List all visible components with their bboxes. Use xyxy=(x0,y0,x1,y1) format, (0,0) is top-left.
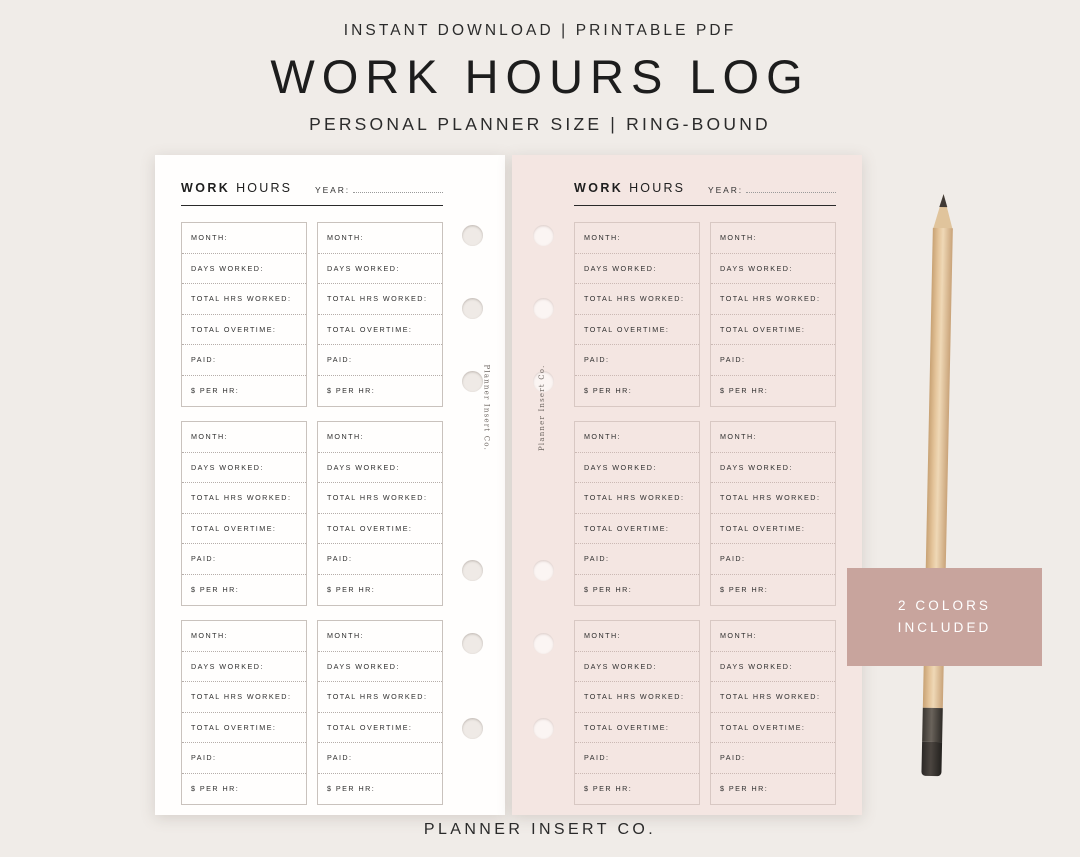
field-paid[interactable]: PAID: xyxy=(182,345,306,376)
field-paid[interactable]: PAID: xyxy=(318,345,442,376)
left-ring-holes xyxy=(453,155,493,815)
badge-line-1: 2 COLORS xyxy=(897,597,992,613)
left-page-content xyxy=(181,181,443,799)
field-total-overtime[interactable]: TOTAL OVERTIME: xyxy=(711,315,835,346)
ring-hole-icon xyxy=(533,298,554,319)
month-card xyxy=(574,421,700,606)
field-paid[interactable]: PAID: xyxy=(318,544,442,575)
ring-hole-icon xyxy=(462,560,483,581)
field-total-overtime[interactable]: TOTAL OVERTIME: xyxy=(575,514,699,545)
field-month[interactable]: MONTH: xyxy=(711,422,835,453)
month-card xyxy=(710,620,836,805)
field-total-overtime[interactable]: TOTAL OVERTIME: xyxy=(711,713,835,744)
field-total-overtime[interactable]: TOTAL OVERTIME: xyxy=(575,713,699,744)
ring-hole-icon xyxy=(533,225,554,246)
field-per-hr[interactable]: $ PER HR: xyxy=(720,585,769,595)
field-total-overtime[interactable]: TOTAL OVERTIME: xyxy=(182,713,306,744)
pencil-lead xyxy=(939,194,947,207)
field-total-hrs-worked[interactable]: TOTAL HRS WORKED: xyxy=(575,483,699,514)
field-month[interactable]: MONTH: xyxy=(575,422,699,453)
header xyxy=(0,0,1080,135)
month-card xyxy=(181,421,307,606)
month-card xyxy=(181,222,307,407)
field-per-hr[interactable]: $ PER HR: xyxy=(584,784,633,794)
field-days-worked[interactable]: DAYS WORKED: xyxy=(182,652,306,683)
right-page-vertical-brand: Planner Insert Co. xyxy=(538,364,546,451)
field-paid[interactable]: PAID: xyxy=(182,743,306,774)
month-card xyxy=(710,222,836,407)
field-total-overtime[interactable]: TOTAL OVERTIME: xyxy=(575,315,699,346)
field-total-hrs-worked[interactable]: TOTAL HRS WORKED: xyxy=(318,284,442,315)
field-per-hr[interactable]: $ PER HR: xyxy=(584,386,633,396)
right-card-grid xyxy=(574,222,836,805)
ring-hole-icon xyxy=(533,633,554,654)
field-per-hr[interactable]: $ PER HR: xyxy=(191,585,240,595)
field-total-overtime[interactable]: TOTAL OVERTIME: xyxy=(318,514,442,545)
field-total-overtime[interactable]: TOTAL OVERTIME: xyxy=(711,514,835,545)
sheet-header xyxy=(574,181,836,206)
sheet-title-bold: WORK xyxy=(574,181,624,195)
field-per-hr[interactable]: $ PER HR: xyxy=(720,386,769,396)
field-total-overtime[interactable]: TOTAL OVERTIME: xyxy=(182,315,306,346)
month-card xyxy=(317,620,443,805)
field-days-worked[interactable]: DAYS WORKED: xyxy=(575,254,699,285)
field-paid[interactable]: PAID: xyxy=(318,743,442,774)
field-total-overtime[interactable]: TOTAL OVERTIME: xyxy=(182,514,306,545)
pencil-eraser xyxy=(921,742,942,776)
field-month[interactable]: MONTH: xyxy=(318,621,442,652)
field-days-worked[interactable]: DAYS WORKED: xyxy=(711,254,835,285)
year-field[interactable] xyxy=(708,184,836,195)
field-paid[interactable]: PAID: xyxy=(711,743,835,774)
field-total-hrs-worked[interactable]: TOTAL HRS WORKED: xyxy=(575,284,699,315)
right-page-content xyxy=(574,181,836,799)
field-total-overtime[interactable]: TOTAL OVERTIME: xyxy=(318,315,442,346)
left-page xyxy=(155,155,505,815)
header-eyebrow: INSTANT DOWNLOAD | PRINTABLE PDF xyxy=(343,22,737,39)
right-ring-holes xyxy=(524,155,564,815)
ring-hole-icon xyxy=(462,298,483,319)
sheet-title xyxy=(181,181,292,195)
field-paid[interactable]: PAID: xyxy=(575,345,699,376)
field-total-overtime[interactable]: TOTAL OVERTIME: xyxy=(318,713,442,744)
field-paid[interactable]: PAID: xyxy=(182,544,306,575)
year-label: YEAR: xyxy=(315,185,351,195)
field-total-hrs-worked[interactable]: TOTAL HRS WORKED: xyxy=(182,284,306,315)
field-per-hr[interactable]: $ PER HR: xyxy=(327,585,376,595)
month-card xyxy=(317,222,443,407)
ring-hole-icon xyxy=(462,718,483,739)
field-per-hr[interactable]: $ PER HR: xyxy=(327,386,376,396)
month-card xyxy=(574,222,700,407)
field-days-worked[interactable]: DAYS WORKED: xyxy=(182,453,306,484)
page-title: WORK HOURS LOG xyxy=(270,50,810,103)
field-month[interactable]: MONTH: xyxy=(711,621,835,652)
field-month[interactable]: MONTH: xyxy=(182,621,306,652)
field-total-hrs-worked[interactable]: TOTAL HRS WORKED: xyxy=(182,483,306,514)
status-badge xyxy=(847,568,1042,666)
field-total-hrs-worked[interactable]: TOTAL HRS WORKED: xyxy=(318,483,442,514)
field-total-hrs-worked[interactable]: TOTAL HRS WORKED: xyxy=(711,483,835,514)
field-days-worked[interactable]: DAYS WORKED: xyxy=(182,254,306,285)
field-per-hr[interactable]: $ PER HR: xyxy=(720,784,769,794)
year-input-line[interactable] xyxy=(353,184,443,193)
left-card-grid xyxy=(181,222,443,805)
left-page-vertical-brand: Planner Insert Co. xyxy=(483,364,491,451)
field-month[interactable]: MONTH: xyxy=(318,422,442,453)
field-days-worked[interactable]: DAYS WORKED: xyxy=(318,652,442,683)
month-card xyxy=(574,620,700,805)
ring-hole-icon xyxy=(462,225,483,246)
field-total-hrs-worked[interactable]: TOTAL HRS WORKED: xyxy=(182,682,306,713)
pencil-icon xyxy=(919,228,955,788)
ring-hole-icon xyxy=(533,560,554,581)
field-month[interactable]: MONTH: xyxy=(575,621,699,652)
field-total-hrs-worked[interactable]: TOTAL HRS WORKED: xyxy=(575,682,699,713)
pencil-ferrule xyxy=(922,708,943,742)
field-month[interactable]: MONTH: xyxy=(182,223,306,254)
ring-hole-icon xyxy=(462,371,483,392)
month-card xyxy=(710,421,836,606)
badge-line-2: INCLUDED xyxy=(897,620,992,635)
field-per-hr[interactable]: $ PER HR: xyxy=(327,784,376,794)
field-total-hrs-worked[interactable]: TOTAL HRS WORKED: xyxy=(711,682,835,713)
ring-hole-icon xyxy=(533,718,554,739)
field-per-hr[interactable]: $ PER HR: xyxy=(191,386,240,396)
sheet-title-light: HOURS xyxy=(236,181,293,195)
field-paid[interactable]: PAID: xyxy=(711,544,835,575)
field-days-worked[interactable]: DAYS WORKED: xyxy=(318,254,442,285)
field-paid[interactable]: PAID: xyxy=(711,345,835,376)
ring-hole-icon xyxy=(462,633,483,654)
field-month[interactable]: MONTH: xyxy=(318,223,442,254)
month-card xyxy=(317,421,443,606)
month-card xyxy=(181,620,307,805)
field-month[interactable]: MONTH: xyxy=(711,223,835,254)
field-per-hr[interactable]: $ PER HR: xyxy=(191,784,240,794)
field-month[interactable]: MONTH: xyxy=(575,223,699,254)
field-days-worked[interactable]: DAYS WORKED: xyxy=(318,453,442,484)
field-days-worked[interactable]: DAYS WORKED: xyxy=(711,453,835,484)
sheet-title-bold: WORK xyxy=(181,181,231,195)
year-field[interactable] xyxy=(315,184,443,195)
field-per-hr[interactable]: $ PER HR: xyxy=(584,585,633,595)
sheet-header xyxy=(181,181,443,206)
field-total-hrs-worked[interactable]: TOTAL HRS WORKED: xyxy=(318,682,442,713)
year-input-line[interactable] xyxy=(746,184,836,193)
field-total-hrs-worked[interactable]: TOTAL HRS WORKED: xyxy=(711,284,835,315)
field-days-worked[interactable]: DAYS WORKED: xyxy=(711,652,835,683)
header-subtitle: PERSONAL PLANNER SIZE | RING-BOUND xyxy=(309,114,771,134)
field-days-worked[interactable]: DAYS WORKED: xyxy=(575,453,699,484)
footer-brand: PLANNER INSERT CO. xyxy=(423,821,657,838)
sheet-title xyxy=(574,181,685,195)
sheet-title-light: HOURS xyxy=(629,181,686,195)
field-month[interactable]: MONTH: xyxy=(182,422,306,453)
field-days-worked[interactable]: DAYS WORKED: xyxy=(575,652,699,683)
field-paid[interactable]: PAID: xyxy=(575,743,699,774)
year-label: YEAR: xyxy=(708,185,744,195)
field-paid[interactable]: PAID: xyxy=(575,544,699,575)
right-page xyxy=(512,155,862,815)
